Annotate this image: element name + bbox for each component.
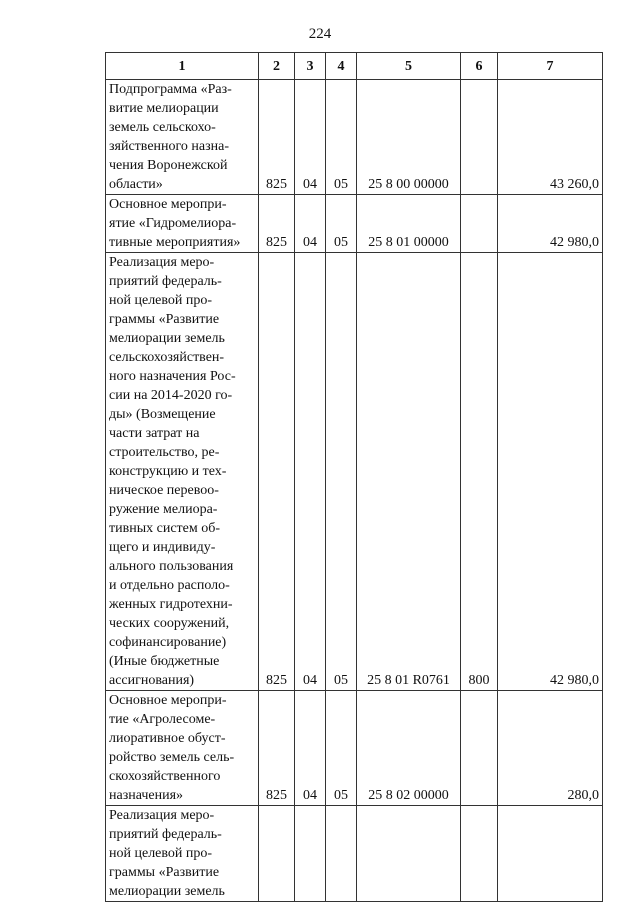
table-row: [106, 195, 603, 253]
row-name-line: ального пользования: [109, 559, 234, 574]
row-name-line: витие мелиорации: [109, 101, 219, 116]
row-name-line: лиоративное обуст-: [109, 731, 226, 746]
target-article-cell: 25 8 01 R0761: [357, 253, 461, 691]
expense-type-cell: [461, 691, 498, 806]
row-name-line: части затрат на: [109, 426, 200, 441]
section-code-cell: 04: [295, 253, 326, 691]
col-header-7: 7: [498, 53, 603, 80]
col-header-6: 6: [461, 53, 498, 80]
row-name-line: ной целевой про-: [109, 846, 213, 861]
subsection-code-cell: 05: [326, 195, 357, 253]
row-name-line: назначения»: [109, 788, 184, 803]
amount-cell: 42 980,0: [498, 253, 603, 691]
row-name-line: ройство земель сель-: [109, 750, 235, 765]
row-name-line: софинансирование): [109, 635, 227, 650]
agency-code-cell: [259, 806, 295, 902]
target-article-cell: [357, 806, 461, 902]
row-name-line: области»: [109, 177, 163, 192]
section-code-cell: 04: [295, 195, 326, 253]
row-name-line: тие «Агролесоме-: [109, 712, 216, 727]
subsection-code-cell: 05: [326, 691, 357, 806]
row-name-cell: [106, 806, 259, 902]
row-name-line: ной целевой про-: [109, 293, 213, 308]
row-name-line: ассигнования): [109, 673, 195, 688]
row-name-cell: [106, 80, 259, 195]
row-name-line: земель сельскохо-: [109, 120, 216, 135]
row-name-line: Подпрограмма «Раз-: [109, 82, 232, 97]
col-header-3: 3: [295, 53, 326, 80]
target-article-cell: 25 8 00 00000: [357, 80, 461, 195]
row-name-line: и отдельно располо-: [109, 578, 230, 593]
row-name-line: скохозяйственного: [109, 769, 221, 784]
table-body: [106, 80, 603, 902]
agency-code-cell: 825: [259, 253, 295, 691]
row-name-line: тивных систем об-: [109, 521, 221, 536]
expense-type-cell: 800: [461, 253, 498, 691]
row-name-cell: [106, 195, 259, 253]
row-name-cell: [106, 691, 259, 806]
col-header-4: 4: [326, 53, 357, 80]
row-name-line: чения Воронежской: [109, 158, 228, 173]
col-header-5: 5: [357, 53, 461, 80]
row-name-line: ного назначения Рос-: [109, 369, 236, 384]
expense-type-cell: [461, 806, 498, 902]
row-name-line: строительство, ре-: [109, 445, 220, 460]
budget-table: [105, 52, 603, 902]
table-row: [106, 253, 603, 691]
agency-code-cell: 825: [259, 691, 295, 806]
row-name-cell: [106, 253, 259, 691]
section-code-cell: 04: [295, 80, 326, 195]
table-row: [106, 806, 603, 902]
target-article-cell: 25 8 02 00000: [357, 691, 461, 806]
agency-code-cell: 825: [259, 195, 295, 253]
table-row: [106, 80, 603, 195]
col-header-2: 2: [259, 53, 295, 80]
row-name-line: ятие «Гидромелиора-: [109, 216, 237, 231]
row-name-line: конструкцию и тех-: [109, 464, 227, 479]
row-name-line: щего и индивиду-: [109, 540, 216, 555]
header-row: [106, 53, 603, 80]
page-number: 224: [308, 26, 332, 42]
row-name-line: ды» (Возмещение: [109, 407, 216, 422]
amount-cell: 42 980,0: [498, 195, 603, 253]
amount-cell: 43 260,0: [498, 80, 603, 195]
row-name-line: сии на 2014-2020 го-: [109, 388, 233, 403]
section-code-cell: 04: [295, 691, 326, 806]
subsection-code-cell: [326, 806, 357, 902]
row-name-line: Основное меропри-: [109, 693, 227, 708]
target-article-cell: 25 8 01 00000: [357, 195, 461, 253]
expense-type-cell: [461, 195, 498, 253]
row-name-line: зяйственного назна-: [109, 139, 230, 154]
row-name-line: приятий федераль-: [109, 274, 222, 289]
row-name-line: граммы «Развитие: [109, 312, 220, 327]
section-code-cell: [295, 806, 326, 902]
row-name-line: Основное меропри-: [109, 197, 227, 212]
row-name-line: мелиорации земель: [109, 331, 225, 346]
amount-cell: [498, 806, 603, 902]
row-name-line: ническое перевоо-: [109, 483, 219, 498]
subsection-code-cell: 05: [326, 80, 357, 195]
row-name-line: ческих сооружений,: [109, 616, 230, 631]
row-name-line: Реализация меро-: [109, 255, 215, 270]
row-name-line: ружение мелиора-: [109, 502, 218, 517]
row-name-line: Реализация меро-: [109, 808, 215, 823]
row-name-line: женных гидротехни-: [109, 597, 233, 612]
row-name-line: (Иные бюджетные: [109, 654, 220, 669]
subsection-code-cell: 05: [326, 253, 357, 691]
row-name-line: тивные мероприятия»: [109, 235, 241, 250]
row-name-line: граммы «Развитие: [109, 865, 220, 880]
row-name-line: сельскохозяйствен-: [109, 350, 225, 365]
table-row: [106, 691, 603, 806]
row-name-line: мелиорации земель: [109, 884, 225, 899]
col-header-1: 1: [106, 53, 259, 80]
expense-type-cell: [461, 80, 498, 195]
agency-code-cell: 825: [259, 80, 295, 195]
row-name-line: приятий федераль-: [109, 827, 222, 842]
amount-cell: 280,0: [498, 691, 603, 806]
